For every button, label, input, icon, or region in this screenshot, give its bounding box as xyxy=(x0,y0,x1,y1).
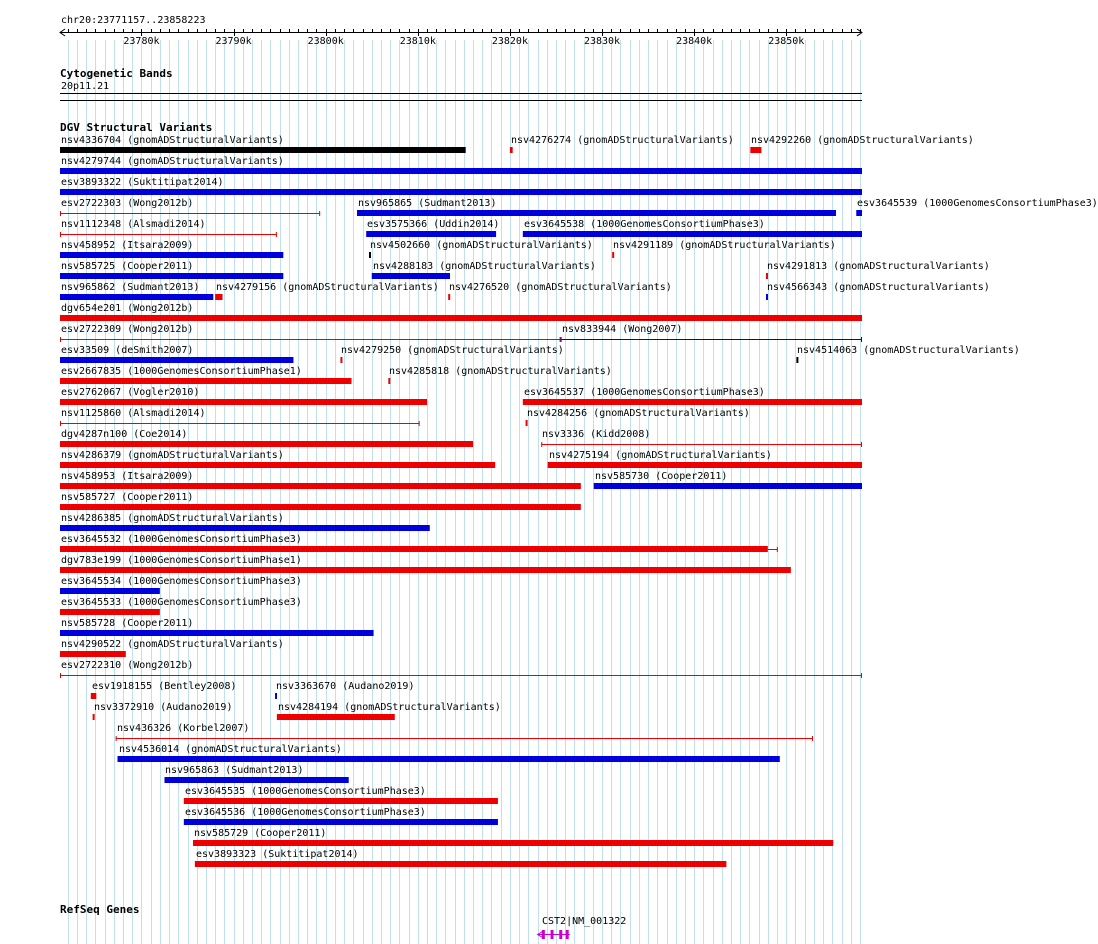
dgv-feature-label[interactable]: nsv585728 (Cooper2011) xyxy=(61,618,194,629)
dgv-feature-label[interactable]: nsv458953 (Itsara2009) xyxy=(61,471,194,482)
dgv-feature-label[interactable]: nsv585730 (Cooper2011) xyxy=(595,471,728,482)
dgv-feature-label[interactable]: nsv3363670 (Audano2019) xyxy=(276,681,415,692)
dgv-feature-bar[interactable] xyxy=(184,819,498,825)
dgv-feature-label[interactable]: esv3893322 (Suktitipat2014) xyxy=(61,177,224,188)
dgv-feature-label[interactable]: nsv4279744 (gnomADStructuralVariants) xyxy=(61,156,284,167)
dgv-feature-label[interactable]: nsv833944 (Wong2007) xyxy=(562,324,683,335)
dgv-feature-label[interactable]: nsv3336 (Kidd2008) xyxy=(542,429,651,440)
dgv-feature-bar[interactable] xyxy=(118,756,780,762)
dgv-feature-bar[interactable] xyxy=(369,252,371,258)
dgv-feature-bar[interactable] xyxy=(60,441,473,447)
dgv-feature-label[interactable]: nsv4292260 (gnomADStructuralVariants) xyxy=(751,135,974,146)
dgv-feature-label[interactable]: esv2762067 (Vogler2010) xyxy=(61,387,200,398)
dgv-feature-label[interactable]: nsv4286385 (gnomADStructuralVariants) xyxy=(61,513,284,524)
dgv-feature-label[interactable]: esv3645535 (1000GenomesConsortiumPhase3) xyxy=(185,786,426,797)
dgv-feature-bar[interactable] xyxy=(372,273,450,279)
dgv-feature-label[interactable]: esv3645539 (1000GenomesConsortiumPhase3) xyxy=(857,198,1098,209)
dgv-feature-label[interactable]: esv3645536 (1000GenomesConsortiumPhase3) xyxy=(185,807,426,818)
dgv-feature-label[interactable]: nsv4279250 (gnomADStructuralVariants) xyxy=(341,345,564,356)
dgv-feature-bar[interactable] xyxy=(60,588,160,594)
ruler-tick-label: 23800k xyxy=(307,36,344,47)
dgv-feature-bar[interactable] xyxy=(510,147,513,153)
dgv-feature-bar[interactable] xyxy=(594,483,862,489)
dgv-feature-label[interactable]: nsv4276520 (gnomADStructuralVariants) xyxy=(449,282,672,293)
cytoband-label[interactable]: 20p11.21 xyxy=(61,81,110,92)
dgv-feature-label[interactable]: nsv4291813 (gnomADStructuralVariants) xyxy=(767,261,990,272)
dgv-feature-bar[interactable] xyxy=(60,147,466,153)
dgv-feature-label[interactable]: nsv436326 (Korbel2007) xyxy=(117,723,250,734)
dgv-feature-label[interactable]: nsv4275194 (gnomADStructuralVariants) xyxy=(549,450,772,461)
dgv-feature-bar[interactable] xyxy=(60,525,430,531)
dgv-feature-label[interactable]: nsv4288183 (gnomADStructuralVariants) xyxy=(373,261,596,272)
dgv-feature-bar[interactable] xyxy=(856,210,862,216)
dgv-feature-bar[interactable] xyxy=(548,462,862,468)
dgv-feature-bar[interactable] xyxy=(60,315,862,321)
dgv-feature-bar[interactable] xyxy=(526,420,528,426)
ruler-tick-label: 23820k xyxy=(491,36,528,47)
dgv-feature-label[interactable]: nsv4284194 (gnomADStructuralVariants) xyxy=(278,702,501,713)
dgv-feature-bar[interactable] xyxy=(60,630,374,636)
ruler-tick-label: 23830k xyxy=(583,36,621,47)
dgv-feature-bar[interactable] xyxy=(60,504,581,510)
dgv-feature-label[interactable]: nsv4291189 (gnomADStructuralVariants) xyxy=(613,240,836,251)
dgv-feature-label[interactable]: esv3575366 (Uddin2014) xyxy=(367,219,500,230)
dgv-feature-label[interactable]: esv3645537 (1000GenomesConsortiumPhase3) xyxy=(524,387,765,398)
dgv-feature-label[interactable]: nsv4566343 (gnomADStructuralVariants) xyxy=(767,282,990,293)
dgv-feature-bar[interactable] xyxy=(184,798,498,804)
dgv-feature-bar[interactable] xyxy=(60,168,862,174)
gene-exon[interactable] xyxy=(566,930,569,939)
ruler-tick-label: 23790k xyxy=(215,36,252,47)
ruler-tick-label: 23840k xyxy=(676,36,713,47)
refseq-track-title[interactable]: RefSeq Genes xyxy=(60,903,140,916)
dgv-feature-bar[interactable] xyxy=(91,693,97,699)
ruler-location: chr20:23771157..23858223 xyxy=(61,15,206,26)
dgv-feature-bar[interactable] xyxy=(275,693,277,699)
dgv-feature-bar[interactable] xyxy=(388,378,390,384)
dgv-feature-label[interactable]: nsv4536014 (gnomADStructuralVariants) xyxy=(119,744,342,755)
dgv-feature-bar[interactable] xyxy=(612,252,614,258)
dgv-feature-label[interactable]: esv3893323 (Suktitipat2014) xyxy=(196,849,359,860)
dgv-feature-label[interactable]: nsv965862 (Sudmant2013) xyxy=(61,282,200,293)
dgv-feature-label[interactable]: esv33509 (deSmith2007) xyxy=(61,345,194,356)
dgv-feature-label[interactable]: nsv4502660 (gnomADStructuralVariants) xyxy=(370,240,593,251)
dgv-feature-bar[interactable] xyxy=(60,483,581,489)
dgv-feature-label[interactable]: nsv4284256 (gnomADStructuralVariants) xyxy=(527,408,750,419)
dgv-feature-label[interactable]: nsv3372910 (Audano2019) xyxy=(94,702,233,713)
dgv-feature-label[interactable]: esv2722309 (Wong2012b) xyxy=(61,324,194,335)
dgv-feature-label[interactable]: nsv1112348 (Alsmadi2014) xyxy=(61,219,206,230)
dgv-feature-label[interactable]: esv3645534 (1000GenomesConsortiumPhase3) xyxy=(61,576,302,587)
dgv-feature-bar[interactable] xyxy=(195,861,726,867)
dgv-feature-bar[interactable] xyxy=(164,777,348,783)
dgv-feature-bar[interactable] xyxy=(60,273,283,279)
dgv-feature-label[interactable]: esv1918155 (Bentley2008) xyxy=(92,681,237,692)
dgv-feature-bar[interactable] xyxy=(60,357,293,363)
dgv-feature-label[interactable]: nsv4285818 (gnomADStructuralVariants) xyxy=(389,366,612,377)
dgv-feature-bar[interactable] xyxy=(60,651,126,657)
dgv-feature-bar[interactable] xyxy=(60,252,283,258)
dgv-feature-label[interactable]: nsv585729 (Cooper2011) xyxy=(194,828,327,839)
dgv-feature-bar[interactable] xyxy=(750,147,761,153)
cytoband-track-title[interactable]: Cytogenetic Bands xyxy=(60,67,173,80)
dgv-feature-bar[interactable] xyxy=(60,399,427,405)
dgv-feature-bar[interactable] xyxy=(60,609,160,615)
ruler-tick-label: 23850k xyxy=(768,36,805,47)
dgv-feature-bar[interactable] xyxy=(60,567,791,573)
dgv-feature-bar[interactable] xyxy=(523,231,862,237)
dgv-feature-label[interactable]: dgv4287n100 (Coe2014) xyxy=(61,429,188,440)
dgv-feature-bar[interactable] xyxy=(215,294,222,300)
dgv-feature-bar[interactable] xyxy=(60,546,768,552)
dgv-feature-label[interactable]: nsv4514063 (gnomADStructuralVariants) xyxy=(797,345,1020,356)
ruler-tick-label: 23780k xyxy=(123,36,160,47)
dgv-feature-bar[interactable] xyxy=(766,294,768,300)
dgv-feature-bar[interactable] xyxy=(193,840,833,846)
dgv-feature-label[interactable]: nsv965865 (Sudmant2013) xyxy=(358,198,497,209)
dgv-feature-bar[interactable] xyxy=(448,294,450,300)
dgv-feature-label[interactable]: dgv783e199 (1000GenomesConsortiumPhase1) xyxy=(61,555,302,566)
dgv-feature-label[interactable]: nsv4290522 (gnomADStructuralVariants) xyxy=(61,639,284,650)
dgv-feature-bar[interactable] xyxy=(523,399,862,405)
dgv-feature-label[interactable]: nsv4279156 (gnomADStructuralVariants) xyxy=(216,282,439,293)
dgv-feature-bar[interactable] xyxy=(93,714,95,720)
dgv-feature-bar[interactable] xyxy=(60,378,351,384)
dgv-track-title[interactable]: DGV Structural Variants xyxy=(60,121,213,134)
dgv-feature-label[interactable]: esv2722310 (Wong2012b) xyxy=(61,660,194,671)
gene-exon[interactable] xyxy=(542,930,545,939)
dgv-feature-label[interactable]: esv2667835 (1000GenomesConsortiumPhase1) xyxy=(61,366,302,377)
dgv-feature-label[interactable]: dgv654e201 (Wong2012b) xyxy=(61,303,194,314)
gene-label[interactable]: CST2|NM_001322 xyxy=(542,916,627,927)
dgv-feature-label[interactable]: esv3645538 (1000GenomesConsortiumPhase3) xyxy=(524,219,765,230)
dgv-feature-bar[interactable] xyxy=(60,294,213,300)
dgv-feature-label[interactable]: nsv585727 (Cooper2011) xyxy=(61,492,194,503)
dgv-feature-bar[interactable] xyxy=(357,210,836,216)
dgv-feature-bar[interactable] xyxy=(60,462,495,468)
dgv-feature-label[interactable]: nsv4276274 (gnomADStructuralVariants) xyxy=(511,135,734,146)
dgv-feature-label[interactable]: nsv965863 (Sudmant2013) xyxy=(165,765,304,776)
dgv-feature-label[interactable]: esv2722303 (Wong2012b) xyxy=(61,198,194,209)
dgv-feature-bar[interactable] xyxy=(277,714,395,720)
dgv-feature-label[interactable]: nsv585725 (Cooper2011) xyxy=(61,261,194,272)
dgv-feature-label[interactable]: nsv4336704 (gnomADStructuralVariants) xyxy=(61,135,284,146)
dgv-feature-label[interactable]: esv3645533 (1000GenomesConsortiumPhase3) xyxy=(61,597,302,608)
dgv-feature-bar[interactable] xyxy=(340,357,342,363)
dgv-feature-bar[interactable] xyxy=(766,273,768,279)
ruler-tick-label: 23810k xyxy=(399,36,436,47)
gene-exon[interactable] xyxy=(559,930,562,939)
dgv-feature-label[interactable]: nsv1125860 (Alsmadi2014) xyxy=(61,408,206,419)
dgv-feature-label[interactable]: nsv4286379 (gnomADStructuralVariants) xyxy=(61,450,284,461)
dgv-feature-bar[interactable] xyxy=(796,357,798,363)
dgv-feature-bar[interactable] xyxy=(60,189,862,195)
dgv-feature-label[interactable]: esv3645532 (1000GenomesConsortiumPhase3) xyxy=(61,534,302,545)
dgv-feature-bar[interactable] xyxy=(366,231,496,237)
gene-exon[interactable] xyxy=(551,930,554,939)
dgv-feature-label[interactable]: nsv458952 (Itsara2009) xyxy=(61,240,194,251)
